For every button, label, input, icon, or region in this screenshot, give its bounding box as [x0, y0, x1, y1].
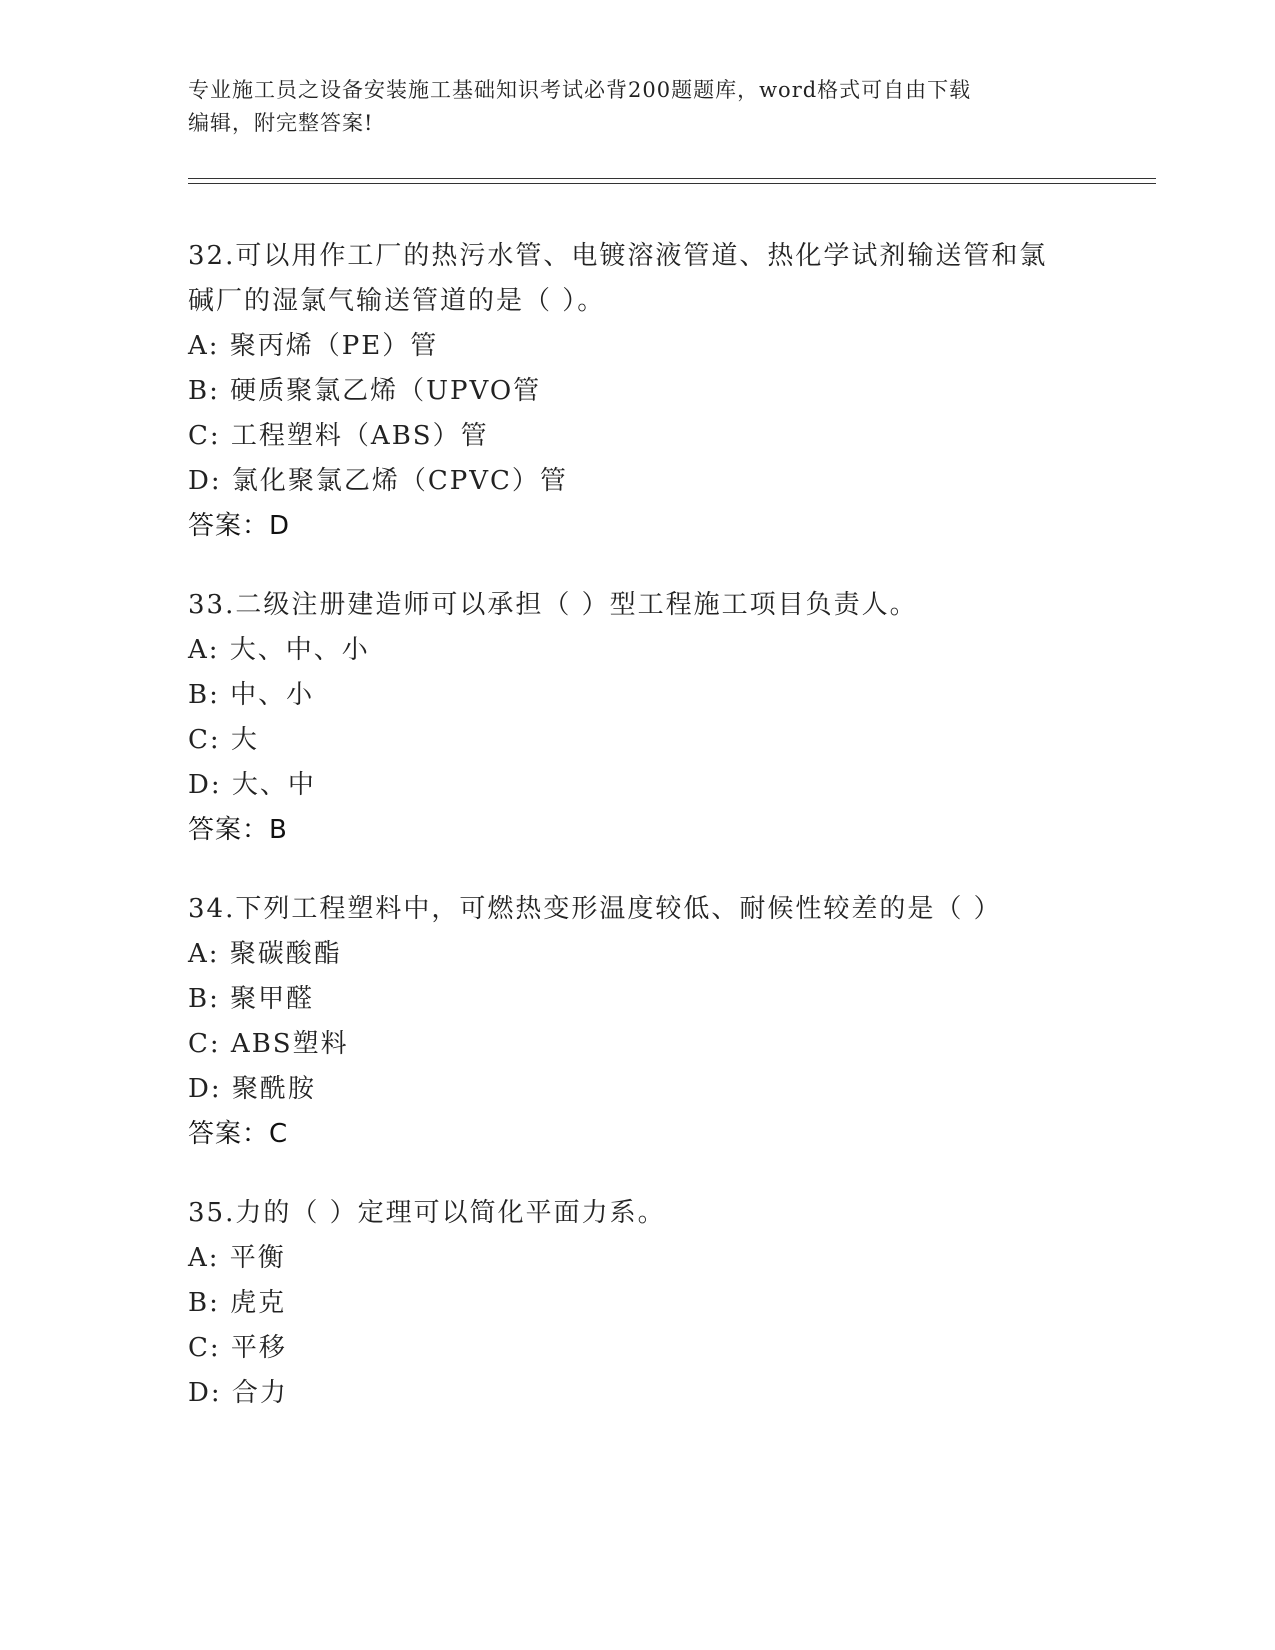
question-stem: 35.力的（ ）定理可以简化平面力系。	[188, 1198, 666, 1228]
question-32	[188, 234, 1088, 549]
option-d: D: 氯化聚氯乙烯（CPVC）管	[188, 466, 568, 496]
option-c: C: 大	[188, 725, 259, 755]
answer-line: 答案：B	[188, 815, 288, 845]
header-line-1: 专业施工员之设备安装施工基础知识考试必背200题题库，word格式可自由下载	[188, 78, 972, 102]
question-stem-continued: 碱厂的湿氯气输送管道的是（ ）。	[188, 286, 606, 316]
option-d: D: 大、中	[188, 770, 316, 800]
option-c: C: ABS塑料	[188, 1029, 349, 1059]
option-b: B: 虎克	[188, 1288, 287, 1318]
option-b: B: 中、小	[188, 680, 315, 710]
option-d: D: 合力	[188, 1378, 288, 1408]
option-c: C: 平移	[188, 1333, 287, 1363]
option-b: B: 聚甲醛	[188, 984, 315, 1014]
option-a: A: 平衡	[188, 1243, 286, 1273]
answer-line: 答案：C	[188, 1119, 289, 1149]
option-a: A: 聚丙烯（PE）管	[188, 331, 439, 361]
option-c: C: 工程塑料（ABS）管	[188, 421, 489, 451]
option-a: A: 大、中、小	[188, 635, 370, 665]
question-list	[188, 234, 1088, 1450]
option-b: B: 硬质聚氯乙烯（UPVO管	[188, 376, 542, 406]
header-divider-top	[188, 178, 1156, 179]
header-divider-bottom	[188, 183, 1156, 184]
document-header	[188, 74, 1088, 140]
question-stem: 34.下列工程塑料中，可燃热变形温度较低、耐候性较差的是（ ）	[188, 894, 1002, 924]
option-a: A: 聚碳酸酯	[188, 939, 342, 969]
question-34	[188, 887, 1088, 1157]
question-35	[188, 1191, 1088, 1416]
option-d: D: 聚酰胺	[188, 1074, 316, 1104]
question-stem: 32.可以用作工厂的热污水管、电镀溶液管道、热化学试剂输送管和氯	[188, 241, 1048, 271]
answer-line: 答案：D	[188, 511, 291, 541]
header-line-2: 编辑，附完整答案!	[188, 111, 374, 135]
question-33	[188, 583, 1088, 853]
question-stem: 33.二级注册建造师可以承担（ ）型工程施工项目负责人。	[188, 590, 918, 620]
